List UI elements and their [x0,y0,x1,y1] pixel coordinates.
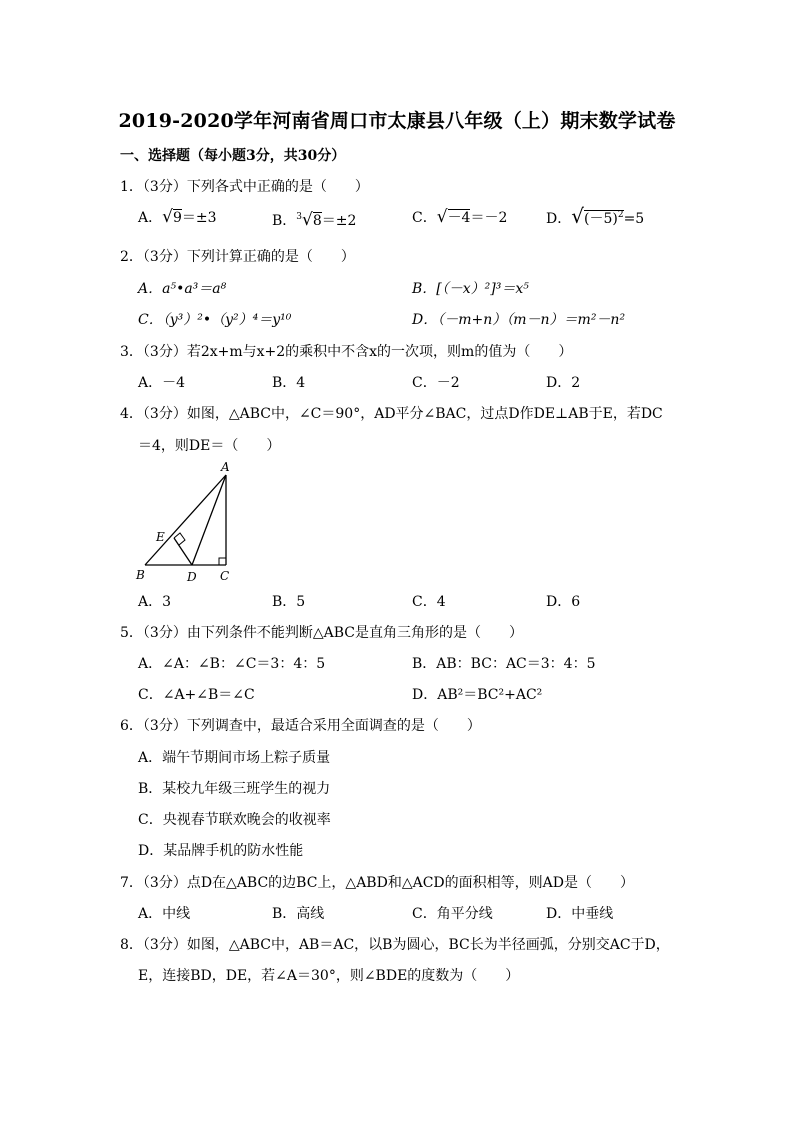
question-7-option-a: A．中线 [138,906,191,922]
question-2-option-b: B．[（－x）²]³＝x⁵ [412,281,529,297]
question-8-stem-line2: E，连接BD，DE，若∠A＝30°，则∠BDE的度数为（ ） [138,968,520,984]
question-5-option-a: A．∠A：∠B：∠C＝3：4：5 [138,656,326,672]
question-4-option-c: C．4 [412,594,446,610]
question-4-option-a: A．3 [138,594,172,610]
question-2-stem: 2．（3分）下列计算正确的是（ ） [120,249,355,265]
exam-title: 2019-2020学年河南省周口市太康县八年级（上）期末数学试卷 [118,110,676,132]
question-4-option-d: D．6 [546,594,581,610]
question-3-option-a: A．－4 [138,375,186,391]
question-5-stem: 5．（3分）由下列条件不能判断△ABC是直角三角形的是（ ） [120,625,523,641]
right-angle-mark-c [219,558,226,565]
question-3-option-c: C．－2 [412,375,460,391]
segment-ad [192,475,226,565]
question-7-option-c: C．角平分线 [412,906,493,922]
question-5-option-c: C．∠A+∠B＝∠C [138,687,255,703]
question-3-stem: 3．（3分）若2x+m与x+2的乘积中不含x的一次项，则m的值为（ ） [120,344,573,360]
question-5-option-d: D．AB²＝BC²+AC² [412,687,543,703]
label-a: A [221,460,230,474]
question-6-stem: 6．（3分）下列调查中，最适合采用全面调查的是（ ） [120,718,481,734]
question-6-option-b: B．某校九年级三班学生的视力 [138,781,331,797]
question-3-option-d: D．2 [546,375,581,391]
question-1-option-b: B．$^3$√8＝±2 [272,210,357,230]
label-c: C [220,569,230,583]
question-3-option-b: B．4 [272,375,306,391]
question-7-option-d: D．中垂线 [546,906,614,922]
question-4-stem-line1: 4．（3分）如图，△ABC中，∠C＝90°，AD平分∠BAC，过点D作DE⊥AB于E，若DC [120,406,663,422]
question-6-option-d: D．某品牌手机的防水性能 [138,843,304,859]
question-6-option-a: A．端午节期间市场上粽子质量 [138,750,331,766]
side-ab [145,475,226,565]
right-angle-mark-e [174,533,185,545]
label-e: E [156,530,165,544]
question-4-option-b: B．5 [272,594,306,610]
label-b: B [136,568,145,582]
question-7-option-b: B．高线 [272,906,325,922]
question-1-stem: 1．（3分）下列各式中正确的是（ ） [120,179,369,195]
question-7-stem: 7．（3分）点D在△ABC的边BC上，△ABD和△ACD的面积相等，则AD是（ ） [120,875,634,891]
question-1-option-d: D．$√(-5)^2=5$ [546,204,645,228]
question-2-option-d: D．（－m+n）（m－n）＝m²－n² [412,312,626,328]
section-heading: 一、选择题（每小题3分，共30分） [120,148,346,164]
question-2-option-a: A．a⁵•a³＝a⁸ [138,281,227,297]
question-6-option-c: C．央视春节联欢晚会的收视率 [138,812,331,828]
label-d: D [187,570,197,584]
question-2-option-c: C．（y³）²•（y²）⁴＝y¹⁰ [138,312,292,328]
question-1-option-a: A．√9＝±3 [138,207,217,227]
question-8-stem-line1: 8．（3分）如图，△ABC中，AB＝AC，以B为圆心，BC长为半径画弧，分别交AC于D， [120,937,670,953]
question-1-option-c: C．√－4＝－2 [412,207,508,227]
triangle-figure [130,455,250,585]
question-5-option-b: B．AB：BC：AC＝3：4：5 [412,656,596,672]
question-4-stem-line2: ＝4，则DE＝（ ） [138,438,281,454]
